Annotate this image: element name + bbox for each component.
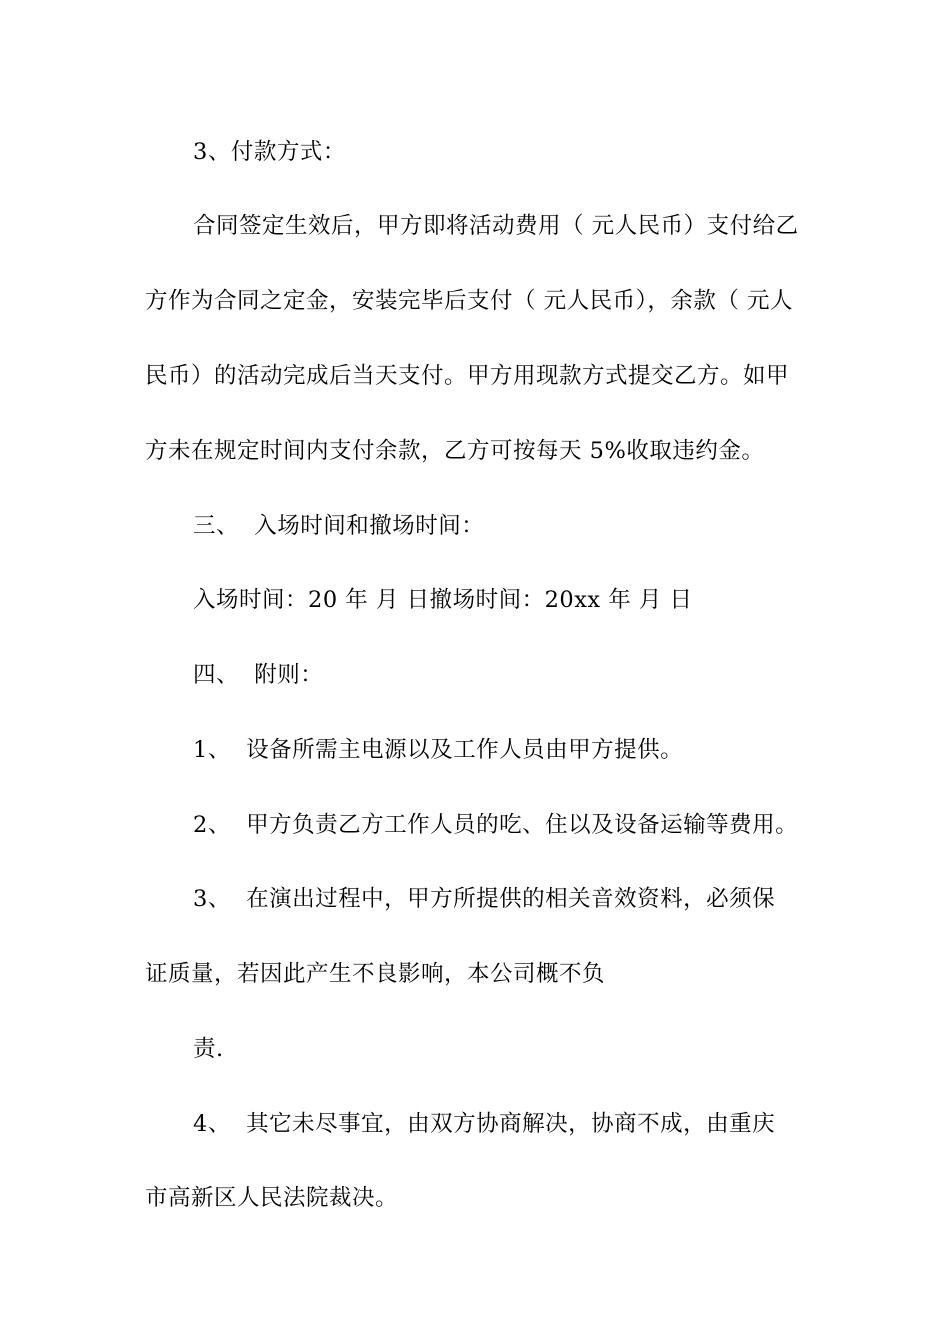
clause-line: 2、 甲方负责乙方工作人员的吃、住以及设备运输等费用。 <box>193 812 799 838</box>
clause-line: 市高新区人民法院裁决。 <box>145 1185 399 1211</box>
paragraph-line: 合同签定生效后，甲方即将活动费用（ 元人民币）支付给乙 <box>193 213 799 239</box>
paragraph-line: 方作为合同之定金，安装完毕后支付（ 元人民币），余款（ 元人 <box>145 288 794 314</box>
clause-line: 3、 在演出过程中，甲方所提供的相关音效资料，必须保 <box>193 886 776 912</box>
payment-method-heading: 3、付款方式： <box>193 139 346 165</box>
section-heading-entry-exit-time: 三、 入场时间和撤场时间： <box>193 513 485 539</box>
section-heading-supplementary: 四、 附则： <box>193 662 324 688</box>
clause-line: 证质量，若因此产生不良影响，本公司概不负 <box>145 961 606 987</box>
clause-line: 责. <box>193 1036 224 1062</box>
clause-line: 4、 其它未尽事宜，由双方协商解决，协商不成，由重庆 <box>193 1111 776 1137</box>
paragraph-line: 民币）的活动完成后当天支付。甲方用现款方式提交乙方。如甲 <box>145 363 790 389</box>
clause-line: 1、 设备所需主电源以及工作人员由甲方提供。 <box>193 737 684 763</box>
entry-exit-time-line: 入场时间：20 年 月 日撤场时间：20xx 年 月 日 <box>193 587 693 613</box>
paragraph-line: 方未在规定时间内支付余款，乙方可按每天 5%收取违约金。 <box>145 438 765 464</box>
